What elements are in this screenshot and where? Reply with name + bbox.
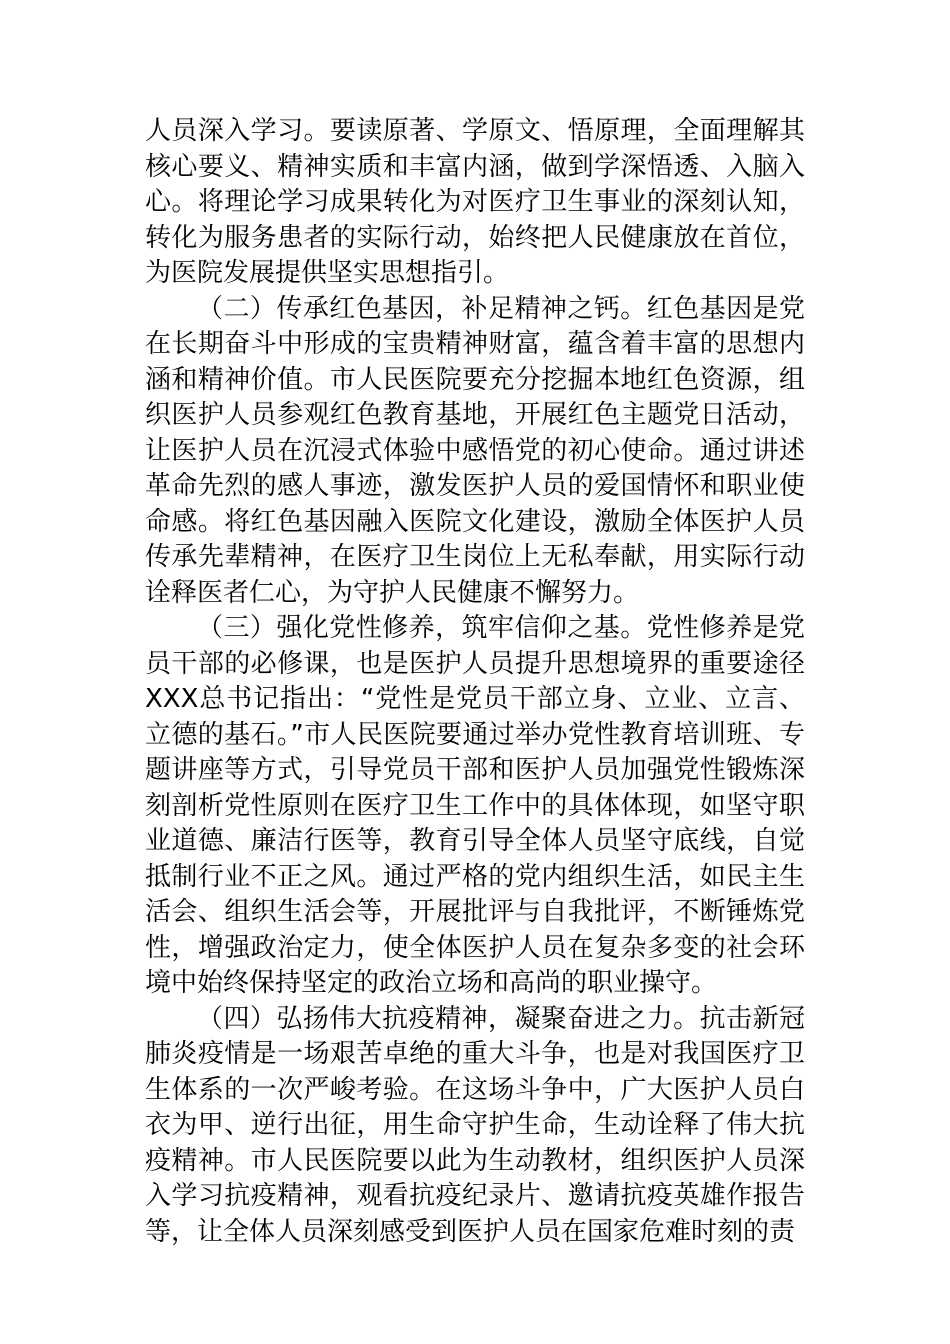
paragraph-section-2: （二）传承红色基因，补足精神之钙。红色基因是党在长期奋斗中形成的宝贵精神财富，蕴含着丰富的思想内涵和精神价值。市人民医院要充分挖掘本地红色资源，组织医护人员参观红色教育基地，开展红色主题党日活动，让医护人员在沉浸式体验中感悟党的初心使命。通过讲述革命先烈的感人事迹，激发医护人员的爱国情怀和职业使命感。将红色基因融入医院文化建设，激励全体医护人员传承先辈精神，在医疗卫生岗位上无私奉献，用实际行动诠释医者仁心，为守护人民健康不懈努力。 <box>145 293 805 608</box>
document-body <box>145 114 805 1250</box>
paragraph-section-4: （四）弘扬伟大抗疫精神，凝聚奋进之力。抗击新冠肺炎疫情是一场艰苦卓绝的重大斗争，也是对我国医疗卫生体系的一次严峻考验。在这场斗争中，广大医护人员白衣为甲、逆行出征，用生命守护生命，生动诠释了伟大抗疫精神。市人民医院要以此为生动教材，组织医护人员深入学习抗疫精神，观看抗疫纪录片、邀请抗疫英雄作报告等，让全体人员深刻感受到医护人员在国家危难时刻的责 <box>145 1003 805 1247</box>
paragraph-section-3: （三）强化党性修养，筑牢信仰之基。党性修养是党员干部的必修课，也是医护人员提升思想境界的重要途径XXX总书记指出：“党性是党员干部立身、立业、立言、立德的基石。”市人民医院要通过举办党性教育培训班、专题讲座等方式，引导党员干部和医护人员加强党性锻炼深刻剖析党性原则在医疗卫生工作中的具体体现，如坚守职业道德、廉洁行医等，教育引导全体人员坚守底线，自觉抵制行业不正之风。通过严格的党内组织生活，如民主生活会、组织生活会等，开展批评与自我批评，不断锤炼党性，增强政治定力，使全体医护人员在复杂多变的社会环境中始终保持坚定的政治立场和高尚的职业操守。 <box>145 613 805 998</box>
paragraph-continuation: 人员深入学习。要读原著、学原文、悟原理，全面理解其核心要义、精神实质和丰富内涵，做到学深悟透、入脑入心。将理论学习成果转化为对医疗卫生事业的深刻认知，转化为服务患者的实际行动，始终把人民健康放在首位，为医院发展提供坚实思想指引。 <box>145 116 805 288</box>
